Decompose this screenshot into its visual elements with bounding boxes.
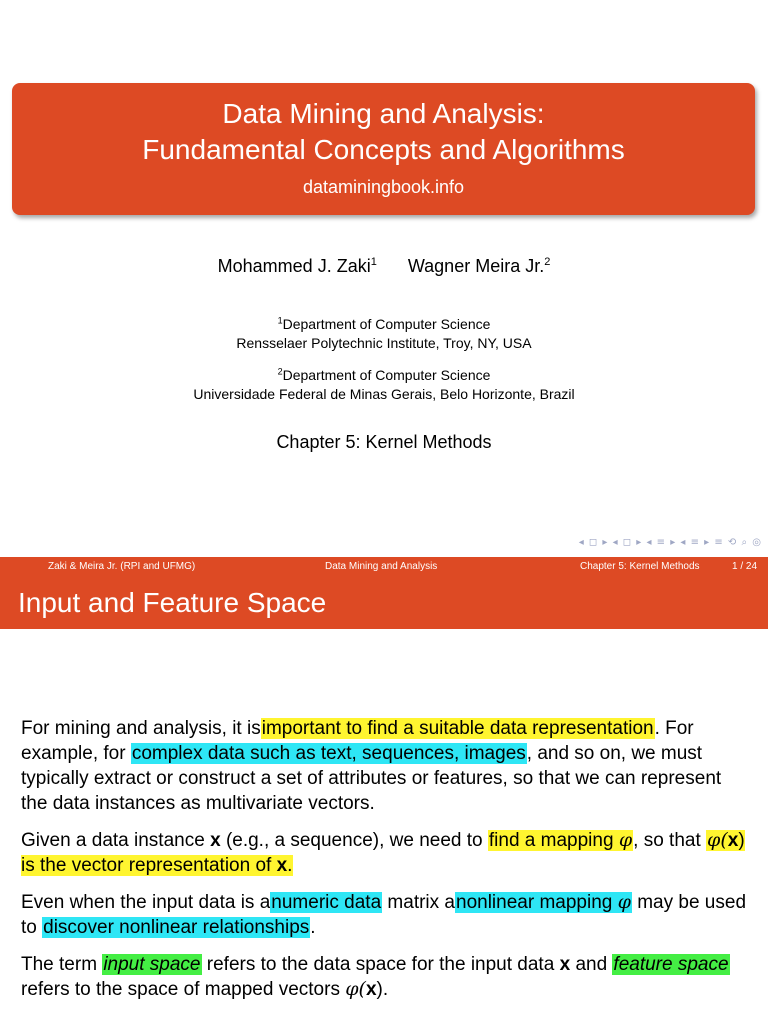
- paragraph-1: For mining and analysis, it isimportant to find a suitable data representation. For example, for complex data such as text, sequences, images, and so on, we must typically extract or construct a set of attributes or features, so that we can represent the data instances as multivariate vectors.: [21, 718, 722, 814]
- authors: [0, 256, 768, 277]
- slide-body: [21, 716, 751, 1014]
- paragraph-4: The term input space refers to the data space for the input data x and feature space refers to the space of mapped vectors φ(x).: [21, 954, 729, 1000]
- chapter-title: Chapter 5: Kernel Methods: [276, 432, 492, 452]
- highlight-green: input space: [103, 954, 201, 975]
- highlight-yellow: important to find a suitable data representation: [261, 718, 654, 739]
- frame-title: Input and Feature Space: [0, 576, 768, 629]
- paragraph-2: Given a data instance x (e.g., a sequence), we need to find a mapping φ, so that φ(x) is the vector representation of x.: [21, 829, 745, 876]
- highlight-cyan: complex data such as text, sequences, images: [131, 743, 526, 764]
- affiliation-1: $^1$Department of Computer Science Rensselaer Polytechnic Institute, Troy, NY, USA: [236, 315, 532, 351]
- highlight-cyan: discover nonlinear relationships: [43, 917, 310, 938]
- book-url: dataminingbook.info: [302, 177, 465, 197]
- paragraph-3: Even when the input data is anumeric data matrix anonlinear mapping φ may be used to discover nonlinear relationships.: [21, 891, 747, 938]
- highlight-cyan: nonlinear mapping φ: [456, 891, 631, 913]
- author-meira: Wagner Meira Jr.$^2$: [407, 256, 551, 276]
- book-title-line2: Fundamental Concepts and Algorithms: [142, 134, 625, 165]
- title-block: [12, 83, 755, 215]
- highlight-yellow: find a mapping φ: [488, 829, 633, 851]
- beamer-navigation-icons[interactable]: ◂ ◻ ▸ ◂ ◻ ▸ ◂ ≡ ▸ ◂ ≡ ▸ ≡ ⟲ ⌕ ◎: [578, 537, 762, 548]
- footer-authors: Zaki & Meira Jr. (RPI and UFMG): [48, 561, 196, 572]
- book-title-line1: Data Mining and Analysis:: [222, 98, 545, 129]
- footer-page-number: 1 / 24: [732, 561, 758, 572]
- footer-chapter: Chapter 5: Kernel Methods: [580, 561, 700, 572]
- highlight-yellow: φ(x) is the vector representation of x.: [21, 829, 745, 876]
- affiliation-2: $^2$Department of Computer Science Universidade Federal de Minas Gerais, Belo Horizonte, Brazil: [193, 366, 575, 402]
- author-zaki: Mohammed J. Zaki$^1$: [217, 256, 377, 276]
- slide-footer: [0, 557, 768, 576]
- highlight-cyan: numeric data: [271, 892, 382, 913]
- footer-book-title: Data Mining and Analysis: [325, 561, 438, 572]
- highlight-green: feature space: [613, 954, 729, 975]
